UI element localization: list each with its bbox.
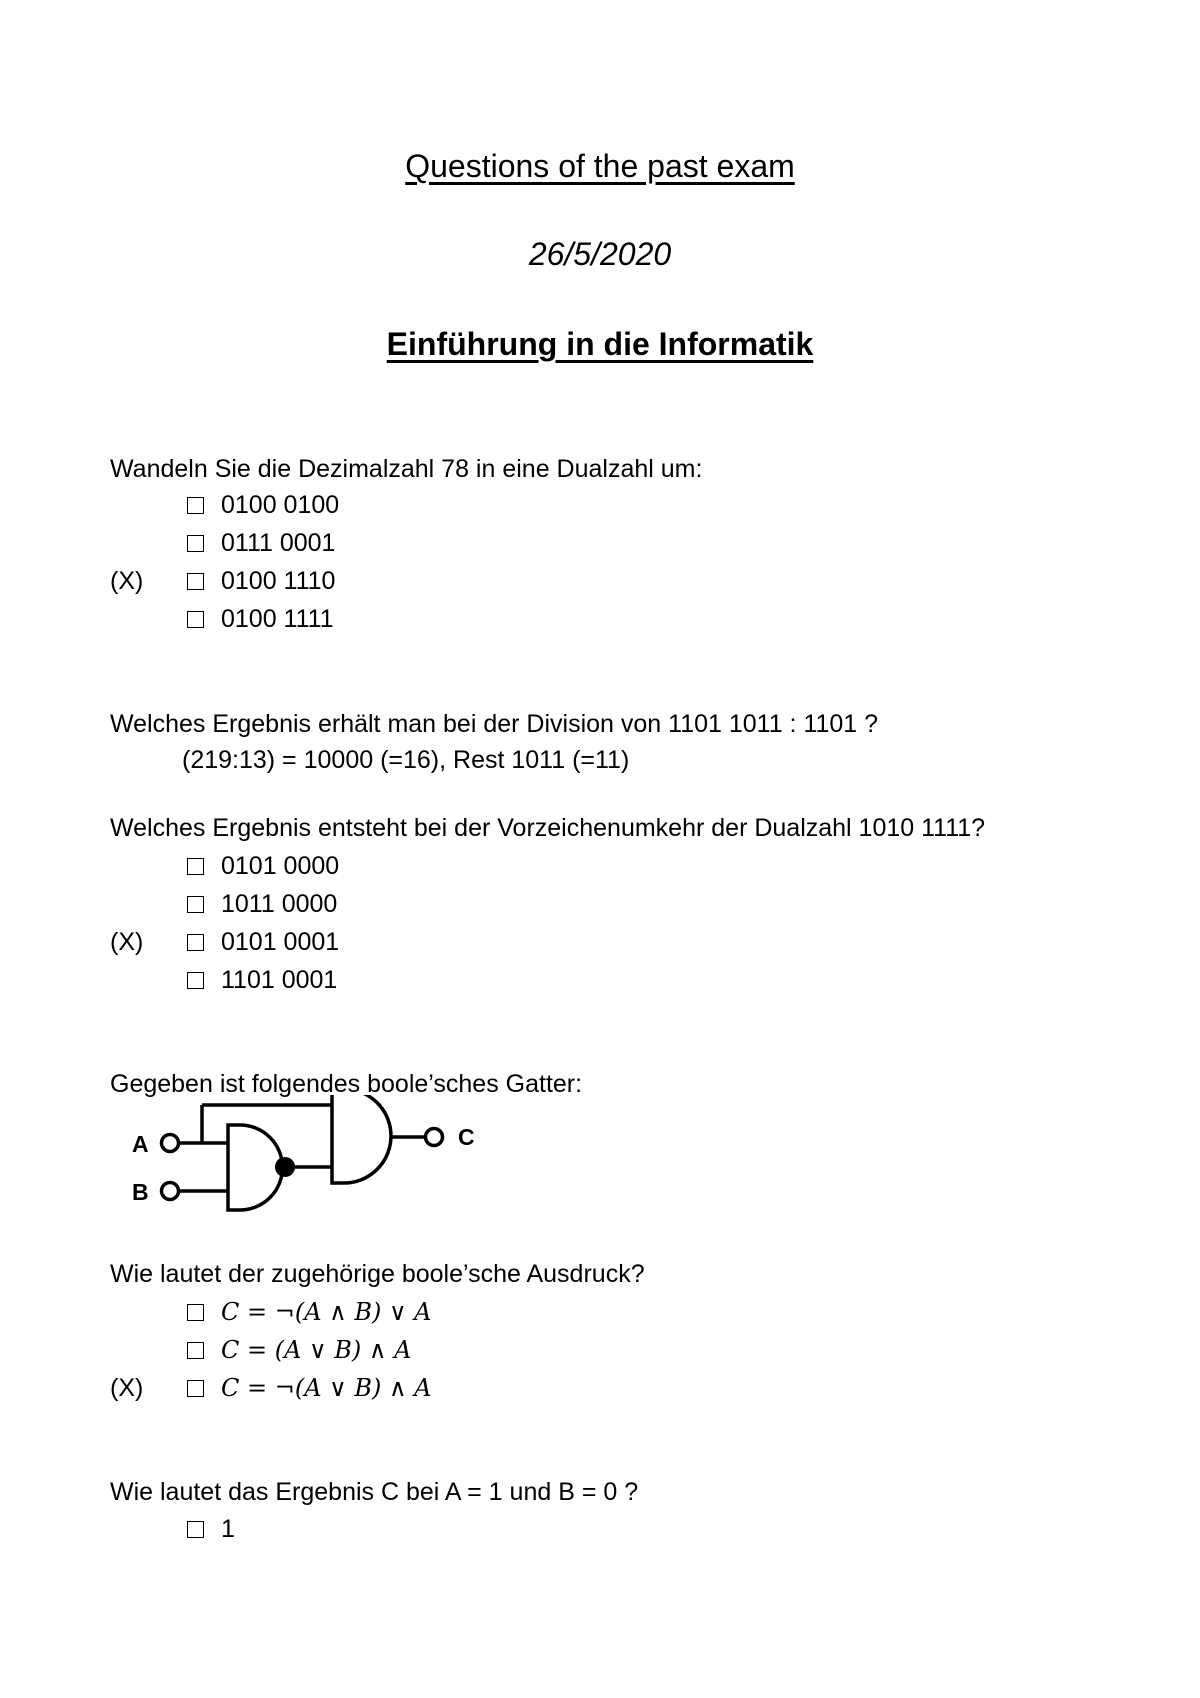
option-label: 0100 0100	[221, 491, 340, 519]
question-6: Wie lautet das Ergebnis C bei A = 1 und B = 0 ?	[110, 1478, 639, 1506]
question-3: Welches Ergebnis entsteht bei der Vorzeichenumkehr der Dualzahl 1010 1111?	[110, 814, 986, 842]
checkbox-icon[interactable]	[187, 1380, 204, 1397]
checkbox-icon[interactable]	[187, 1521, 204, 1538]
q6-option-1[interactable]	[110, 1515, 810, 1547]
q1-option-1[interactable]	[110, 491, 810, 523]
input-b-label: B	[132, 1179, 149, 1205]
option-label: 1	[221, 1515, 235, 1543]
option-label: 1101 0001	[221, 966, 338, 994]
checkbox-icon[interactable]	[187, 535, 204, 552]
exam-date: 26/5/2020	[528, 236, 672, 272]
q3-option-1[interactable]	[110, 852, 810, 884]
checkbox-icon[interactable]	[187, 1342, 204, 1359]
option-label: C = ¬(A ∨ B) ∧ A	[221, 1374, 432, 1402]
option-label: 0101 0001	[221, 928, 340, 956]
subject-heading: Einführung in die Informatik	[386, 326, 814, 362]
answer-mark: (X)	[110, 1374, 144, 1402]
q1-option-3[interactable]	[110, 567, 810, 599]
option-label: 1011 0000	[221, 890, 338, 918]
and-gate-body	[332, 1095, 391, 1183]
answer-mark: (X)	[110, 928, 144, 956]
question-1: Wandeln Sie die Dezimalzahl 78 in eine Dualzahl um:	[110, 455, 703, 483]
option-label: C = (A ∨ B) ∧ A	[221, 1336, 412, 1364]
q5-option-1[interactable]	[110, 1298, 810, 1330]
checkbox-icon[interactable]	[187, 573, 204, 590]
q5-option-3[interactable]	[110, 1374, 810, 1406]
q1-option-4[interactable]	[110, 605, 810, 637]
option-label: 0101 0000	[221, 852, 340, 880]
inverter-bubble-icon	[275, 1157, 295, 1177]
option-label: 0111 0001	[221, 529, 336, 557]
question-2: Welches Ergebnis erhält man bei der Division von 1101 1011 : 1101 ?	[110, 710, 879, 738]
logic-gate-diagram	[112, 1095, 492, 1235]
checkbox-icon[interactable]	[187, 611, 204, 628]
question-4: Gegeben ist folgendes boole’sches Gatter:	[110, 1070, 583, 1098]
checkbox-icon[interactable]	[187, 934, 204, 951]
page-title: Questions of the past exam	[405, 148, 795, 184]
q3-option-4[interactable]	[110, 966, 810, 998]
checkbox-icon[interactable]	[187, 497, 204, 514]
q1-option-2[interactable]	[110, 529, 810, 561]
nand-gate-body	[228, 1125, 282, 1210]
input-b-terminal	[162, 1183, 179, 1200]
input-a-terminal	[162, 1135, 179, 1152]
output-c-terminal	[426, 1129, 443, 1146]
q2-answer: (219:13) = 10000 (=16), Rest 1011 (=11)	[182, 746, 630, 774]
checkbox-icon[interactable]	[187, 972, 204, 989]
question-5: Wie lautet der zugehörige boole’sche Ausdruck?	[110, 1260, 645, 1288]
answer-mark: (X)	[110, 567, 144, 595]
option-label: 0100 1110	[221, 567, 336, 595]
option-label: 0100 1111	[221, 605, 334, 633]
output-c-label: C	[458, 1124, 475, 1150]
q5-option-2[interactable]	[110, 1336, 810, 1368]
input-a-label: A	[132, 1131, 149, 1157]
checkbox-icon[interactable]	[187, 896, 204, 913]
q3-option-3[interactable]	[110, 928, 810, 960]
checkbox-icon[interactable]	[187, 1304, 204, 1321]
option-label: C = ¬(A ∧ B) ∨ A	[221, 1298, 432, 1326]
checkbox-icon[interactable]	[187, 858, 204, 875]
q3-option-2[interactable]	[110, 890, 810, 922]
